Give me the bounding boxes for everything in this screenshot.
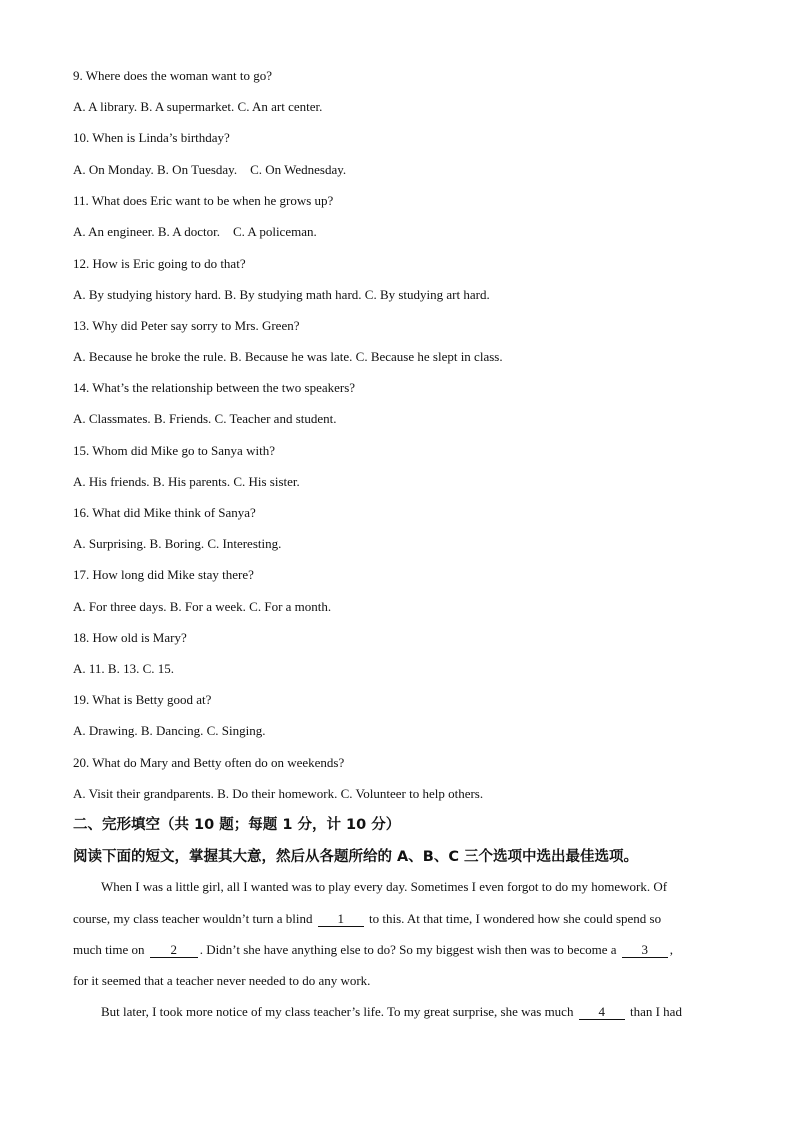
passage-text: much time on (73, 942, 145, 957)
options-12: A. By studying history hard. B. By studying math hard. C. By studying art hard. (73, 287, 490, 302)
question-18: 18. How old is Mary? (73, 630, 187, 645)
question-12: 12. How is Eric going to do that? (73, 256, 246, 271)
options-17: A. For three days. B. For a week. C. For a month. (73, 599, 332, 614)
passage-text: than I had (629, 1004, 682, 1019)
question-11: 11. What does Eric want to be when he grows up? (73, 193, 334, 208)
blank-2: 2 (150, 943, 198, 958)
options-15: A. His friends. B. His parents. C. His sister. (73, 474, 300, 489)
question-19: 19. What is Betty good at? (73, 692, 212, 707)
passage-text: But later, I took more notice of my class teacher’s life. To my great surprise, she was much (101, 1004, 574, 1019)
options-20: A. Visit their grandparents. B. Do their homework. C. Volunteer to help others. (73, 786, 484, 801)
question-14: 14. What’s the relationship between the two speakers? (73, 380, 356, 395)
question-16: 16. What did Mike think of Sanya? (73, 505, 256, 520)
passage-line-4: for it seemed that a teacher never needed to do any work. (73, 973, 371, 988)
passage-line-2 (73, 911, 661, 927)
options-10: A. On Monday. B. On Tuesday. C. On Wednesday. (73, 162, 347, 177)
options-11: A. An engineer. B. A doctor. C. A policeman. (73, 224, 317, 239)
options-13: A. Because he broke the rule. B. Because he was late. C. Because he slept in class. (73, 349, 503, 364)
question-17: 17. How long did Mike stay there? (73, 567, 254, 582)
section-instruction: 阅读下面的短文，掌握其大意，然后从各题所给的 A、B、C 三个选项中选出最佳选项。 (73, 849, 639, 865)
passage-text: to this. At that time, I wondered how she could spend so (368, 911, 662, 926)
passage-text: , (669, 942, 674, 957)
options-14: A. Classmates. B. Friends. C. Teacher and student. (73, 411, 337, 426)
question-20: 20. What do Mary and Betty often do on weekends? (73, 755, 345, 770)
passage-line-1: When I was a little girl, all I wanted was to play every day. Sometimes I even forgot to do my homework. Of (101, 879, 668, 894)
blank-4: 4 (579, 1005, 625, 1020)
question-15: 15. Whom did Mike go to Sanya with? (73, 443, 275, 458)
question-13: 13. Why did Peter say sorry to Mrs. Green? (73, 318, 300, 333)
options-19: A. Drawing. B. Dancing. C. Singing. (73, 723, 266, 738)
blank-1: 1 (318, 912, 364, 927)
passage-text: course, my class teacher wouldn’t turn a blind (73, 911, 313, 926)
passage-text: . Didn’t she have anything else to do? So my biggest wish then was to become a (199, 942, 617, 957)
passage-line-5 (101, 1004, 682, 1020)
blank-3: 3 (622, 943, 668, 958)
options-16: A. Surprising. B. Boring. C. Interesting. (73, 536, 282, 551)
section-title: 二、完形填空（共 10 题；每题 1 分，计 10 分） (73, 817, 401, 833)
question-9: 9. Where does the woman want to go? (73, 68, 273, 83)
options-9: A. A library. B. A supermarket. C. An art center. (73, 99, 323, 114)
question-10: 10. When is Linda’s birthday? (73, 130, 230, 145)
passage-line-3 (73, 942, 673, 958)
options-18: A. 11. B. 13. C. 15. (73, 661, 174, 676)
